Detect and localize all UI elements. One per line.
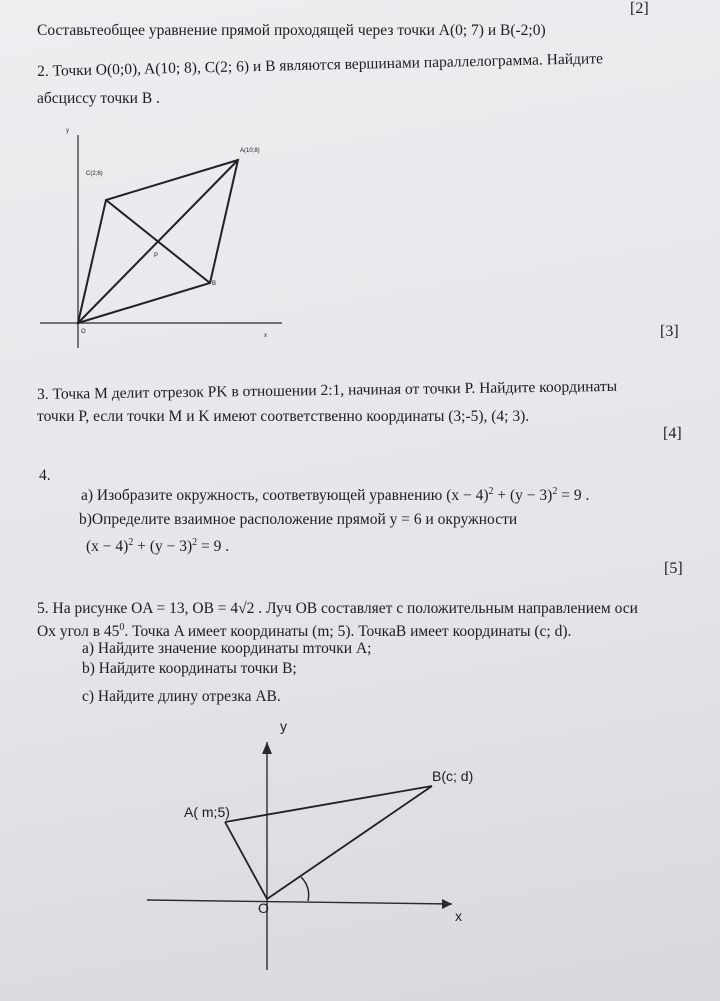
problem4-part-a <box>81 486 589 505</box>
problem2-line1: 2. Точки O(0;0), A(10; 8), C(2; 6) и B являются вершинами параллелограмма. Найдите <box>37 50 604 80</box>
exponent-2: 2 <box>488 486 494 497</box>
fig2-y-arrow <box>262 742 272 754</box>
segment-OA <box>225 822 267 899</box>
problem3-points: [4] <box>663 425 682 442</box>
problem4-part-b-prefix: (x − 4) <box>86 538 129 556</box>
problem5-part-c: c) Найдите длину отрезка AB. <box>82 688 281 705</box>
problem5-line2 <box>37 622 571 641</box>
problem2-points: [3] <box>660 323 679 340</box>
fig1-label-C: C(2;6) <box>86 171 103 177</box>
fig1-label-O: O <box>81 329 86 335</box>
fig2-x-axis <box>147 900 452 904</box>
problem5-part-a: a) Найдите значение координаты mточки A; <box>82 640 372 657</box>
fig2-label-y: y <box>280 718 287 734</box>
problem5-part-b: b) Найдите координаты точки B; <box>82 660 297 677</box>
exponent-2: 2 <box>552 486 558 497</box>
fig2-x-arrow <box>442 899 452 909</box>
fig1-label-P: P <box>154 253 159 259</box>
problem5-line2-prefix: Ox угол в 45 <box>37 623 120 641</box>
problem2-line2: абсциссу точки B . <box>37 90 160 107</box>
fig2-label-O: O <box>258 900 269 916</box>
fig2-label-A: A( m;5) <box>184 804 230 820</box>
problem1-text: Составьтеобщее уравнение прямой проходящей через точки A(0; 7) и B(-2;0) <box>37 22 546 39</box>
problem3-line1: 3. Точка M делит отрезок PK в отношении 2:1, начиная от точки P. Найдите координаты <box>37 377 618 403</box>
problem3-line2: точки P, если точки M и K имеют соответственно координаты (3;-5), (4; 3). <box>37 408 530 425</box>
fig1-label-y: y <box>66 128 69 134</box>
problem4-part-a-suffix: = 9 . <box>557 487 590 505</box>
exponent-2: 2 <box>192 537 198 548</box>
problem5-line1: 5. На рисунке OA = 13, OB = 4√2 . Луч OB составляет с положительным направлением оси <box>37 600 638 617</box>
segment-AB <box>225 786 432 822</box>
problem4-part-a-prefix: a) Изобразите окружность, соответвующей уравнению (x − 4) <box>81 487 489 505</box>
problem4-part-b-line1: b)Определите взаимное расположение прямой y = 6 и окружности <box>79 511 518 528</box>
fig2-label-B: B(c; d) <box>432 768 474 784</box>
problem5-line2-suffix: . Точка A имеет координаты (m; 5). ТочкаB имеет координаты (c; d). <box>124 623 572 641</box>
problem4-points: [5] <box>664 560 683 577</box>
degree-sup: 0 <box>119 622 125 633</box>
problem4-part-b-mid: + (y − 3) <box>133 538 193 556</box>
fig1-label-B: B <box>212 281 217 287</box>
problem1-points: [2] <box>630 0 649 17</box>
fig1-label-A: A(10;8) <box>240 148 260 154</box>
segment-OB <box>267 786 432 899</box>
problem4-part-b-line2 <box>86 537 229 556</box>
fig2-label-x: x <box>455 908 462 924</box>
fig1-label-x: x <box>264 333 267 339</box>
diagonal-CB <box>106 200 210 283</box>
problem4-part-a-mid: + (y − 3) <box>493 487 553 505</box>
exponent-2: 2 <box>128 537 134 548</box>
problem4-number: 4. <box>39 467 51 484</box>
problem4-part-b-suffix: = 9 . <box>197 538 230 556</box>
angle-45-arc <box>301 877 309 901</box>
